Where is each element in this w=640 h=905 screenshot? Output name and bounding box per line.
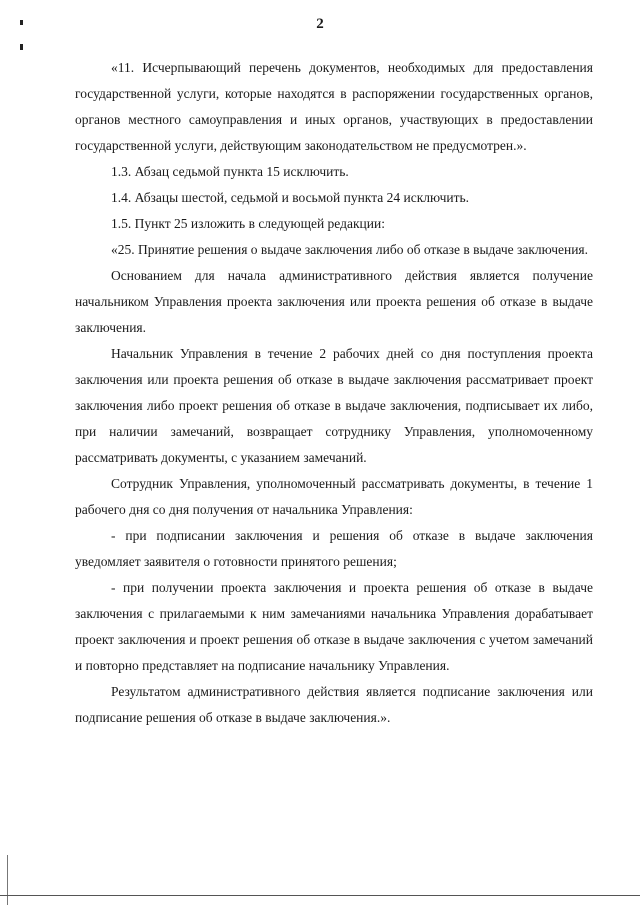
- page-number: 2: [316, 16, 324, 32]
- bottom-scan-rule: [0, 895, 640, 896]
- list-item-revision: - при получении проекта заключения и проекта решения об отказе в выдаче заключения с прилагаемыми к ним замечаниями начальника Управления дорабатывает проект заключения и проект решения об отказе в выдаче заключения с учетом замечаний и повторно представляет на подписание начальнику Управления.: [75, 580, 593, 673]
- scan-mark-second: [20, 44, 23, 50]
- paragraph-result: Результатом административного действия является подписание заключения или подписание решения об отказе в выдаче заключения.».: [75, 684, 593, 725]
- paragraph-item-1-5: 1.5. Пункт 25 изложить в следующей редакции:: [111, 216, 385, 231]
- paragraph-employee-duties: Сотрудник Управления, уполномоченный рассматривать документы, в течение 1 рабочего дня со дня получения от начальника Управления:: [75, 476, 593, 517]
- paragraph-basis: Основанием для начала административного действия является получение начальником Управления проекта заключения или проекта решения об отказе в выдаче заключения.: [75, 268, 593, 335]
- paragraph-item-1-3: 1.3. Абзац седьмой пункта 15 исключить.: [111, 164, 349, 179]
- document-body: [75, 55, 593, 731]
- paragraph-item-1-4: 1.4. Абзацы шестой, седьмой и восьмой пункта 24 исключить.: [111, 190, 470, 205]
- scan-edge-line: [7, 855, 8, 905]
- paragraph-head-review: Начальник Управления в течение 2 рабочих дней со дня поступления проекта заключения или проекта решения об отказе в выдаче заключения рассматривает проект заключения либо проект решения об отказе в выдаче заключения, подписывает их либо, при наличии замечаний, возвращает сотруднику Управления, уполномоченному рассматривать документы, с указанием замечаний.: [75, 346, 593, 465]
- list-item-signing: - при подписании заключения и решения об отказе в выдаче заключения уведомляет заявителя о готовности принятого решения;: [75, 528, 593, 569]
- paragraph-document-list: «11. Исчерпывающий перечень документов, необходимых для предоставления государственной услуги, которые находятся в распоряжении государственных органов, органов местного самоуправления и иных органов, участвующих в предоставлении государственной услуги, действующим законодательством не предусмотрен.».: [75, 60, 593, 153]
- paragraph-point-25-heading: «25. Принятие решения о выдаче заключения либо об отказе в выдаче заключения.: [111, 242, 589, 257]
